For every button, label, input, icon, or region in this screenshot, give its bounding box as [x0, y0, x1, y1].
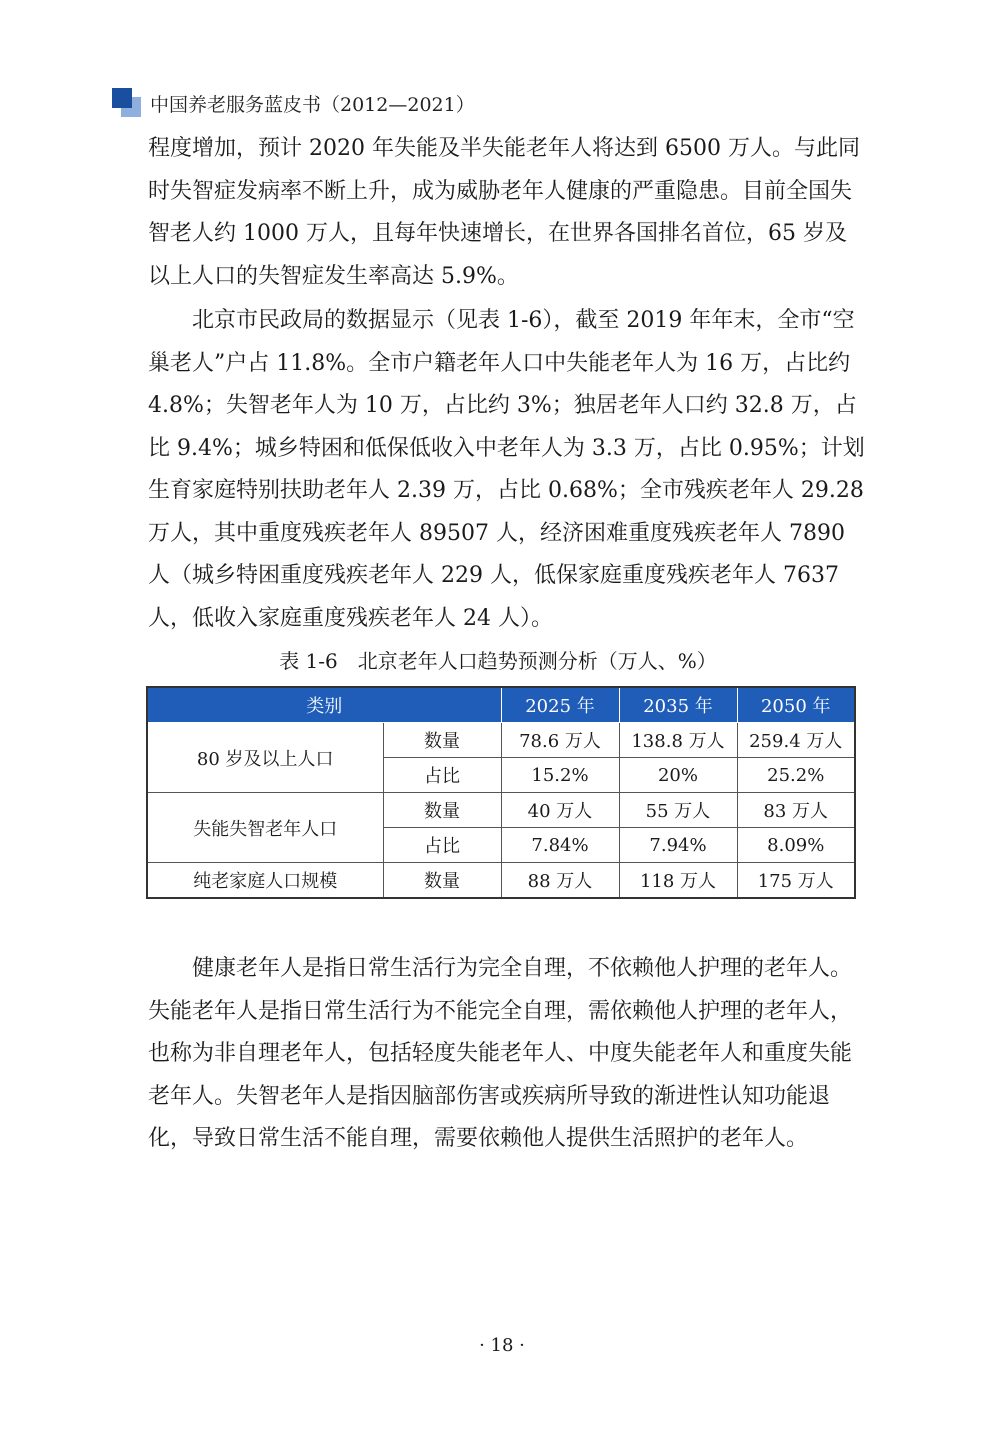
- row-metric: 数量: [383, 863, 501, 899]
- page-number: · 18 ·: [479, 1335, 525, 1356]
- book-logo-icon: [112, 88, 142, 118]
- header-category: 类别: [147, 687, 501, 723]
- cell-value: 55 万人: [619, 793, 737, 828]
- cell-value: 118 万人: [619, 863, 737, 899]
- table-header-row: [147, 687, 855, 723]
- cell-value: 259.4 万人: [737, 723, 855, 758]
- paragraph-2-text: 北京市民政局的数据显示（见表 1-6），截至 2019 年年末，全市“空巢老人”户占 11.8%。全市户籍老年人口中失能老年人为 16 万，占比约 4.8%；失智老年人为 10 万，占比约 3%；独居老年人口约 32.8 万，占比 9.4%；城乡特困和低保低收入中老年人为 3.3 万，占比 0.95%；计划生育家庭特别扶助老年人 2.39 万，占比 0.68%；全市残疾老年人 29.28 万人，其中重度残疾老年人 89507 人，经济困难重度残疾老年人 7890 人（城乡特困重度残疾老年人 229 人，低保家庭重度残疾老年人 7637 人，低收入家庭重度残疾老年人 24 人）。: [148, 308, 865, 631]
- table-row: [147, 793, 855, 828]
- cell-value: 8.09%: [737, 828, 855, 863]
- cell-value: 78.6 万人: [501, 723, 619, 758]
- row-metric: 占比: [383, 828, 501, 863]
- row-metric: 占比: [383, 758, 501, 793]
- cell-value: 88 万人: [501, 863, 619, 899]
- forecast-table: [146, 686, 856, 899]
- row-metric: 数量: [383, 793, 501, 828]
- paragraph-1-text: 程度增加，预计 2020 年失能及半失能老年人将达到 6500 万人。与此同时失智症发病率不断上升，成为威胁老年人健康的严重隐患。目前全国失智老人约 1000 万人，且每年快速增长，在世界各国排名首位，65 岁及以上人口的失智症发生率高达 5.9%。: [148, 136, 860, 289]
- paragraph-1: [148, 128, 868, 298]
- row-category: 80 岁及以上人口: [147, 723, 383, 793]
- table-title: 北京老年人口趋势预测分析（万人、%）: [357, 649, 717, 673]
- paragraph-3-text: 健康老年人是指日常生活行为完全自理，不依赖他人护理的老年人。失能老年人是指日常生活行为不能完全自理，需依赖他人护理的老年人，也称为非自理老年人，包括轻度失能老年人、中度失能老年人和重度失能老年人。失智老年人是指因脑部伤害或疾病所导致的渐进性认知功能退化，导致日常生活不能自理，需要依赖他人提供生活照护的老年人。: [148, 956, 853, 1151]
- cell-value: 83 万人: [737, 793, 855, 828]
- table-label: 表 1-6: [279, 649, 338, 673]
- cell-value: 175 万人: [737, 863, 855, 899]
- table-row: [147, 863, 855, 899]
- table-caption: [148, 645, 868, 674]
- paragraph-3: [148, 948, 868, 1161]
- header-2050: 2050 年: [737, 687, 855, 723]
- cell-value: 7.94%: [619, 828, 737, 863]
- row-metric: 数量: [383, 723, 501, 758]
- cell-value: 25.2%: [737, 758, 855, 793]
- cell-value: 15.2%: [501, 758, 619, 793]
- cell-value: 40 万人: [501, 793, 619, 828]
- cell-value: 20%: [619, 758, 737, 793]
- header-2035: 2035 年: [619, 687, 737, 723]
- table-row: [147, 723, 855, 758]
- row-category: 纯老家庭人口规模: [147, 863, 383, 899]
- book-title: 中国养老服务蓝皮书（2012—2021）: [150, 94, 475, 116]
- header-2025: 2025 年: [501, 687, 619, 723]
- paragraph-2: [148, 300, 868, 640]
- cell-value: 138.8 万人: [619, 723, 737, 758]
- row-category: 失能失智老年人口: [147, 793, 383, 863]
- cell-value: 7.84%: [501, 828, 619, 863]
